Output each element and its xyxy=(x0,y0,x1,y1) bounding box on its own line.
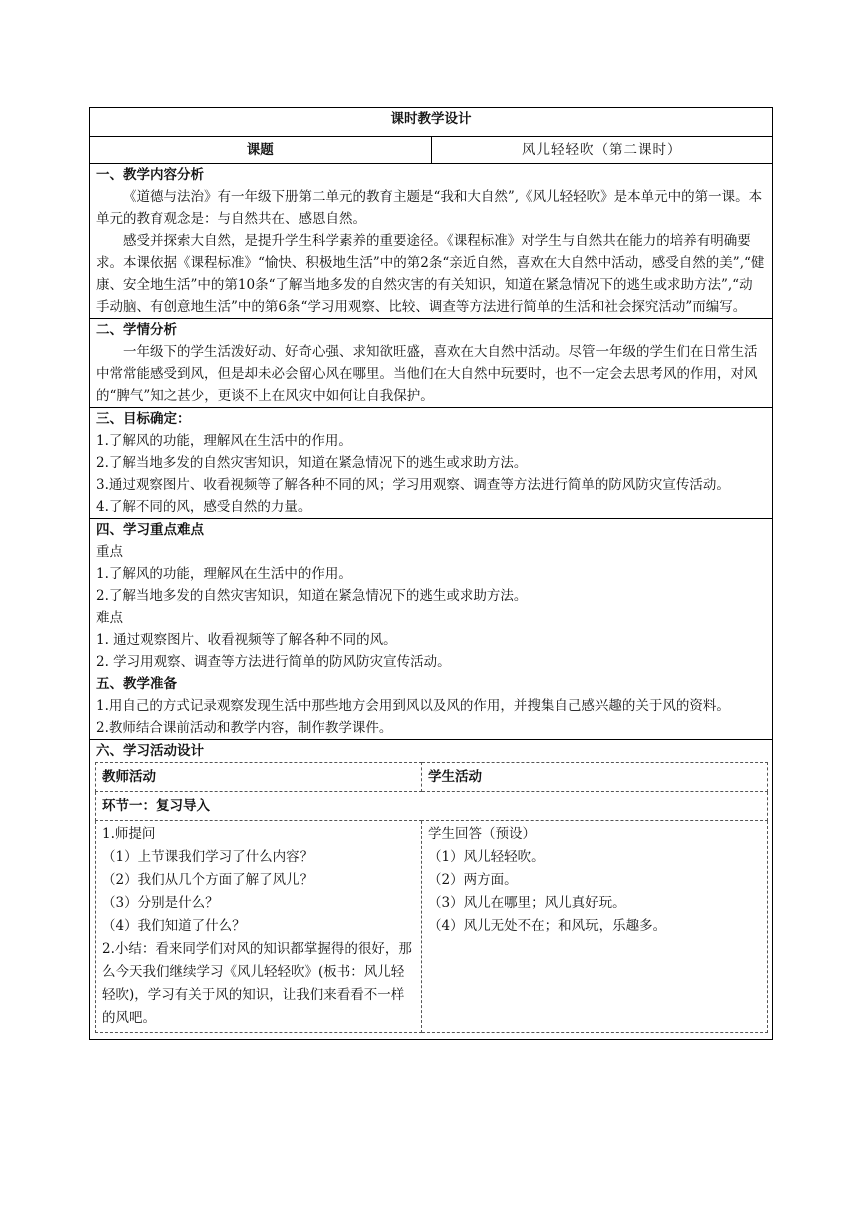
student-line: （1）风儿轻轻吹。 xyxy=(428,849,545,865)
teacher-column-header: 教师活动 xyxy=(96,763,422,792)
teacher-line: （4）我们知道了什么？ xyxy=(102,918,246,934)
goal-item: 4.了解不同的风，感受自然的力量。 xyxy=(96,499,312,515)
section-heading: 五、教学准备 xyxy=(96,676,177,692)
activity-table xyxy=(95,762,768,1033)
teacher-summary: 2.小结：看来同学们对风的知识都掌握得的很好，那么今天我们继续学习《风儿轻轻吹》(板书：风儿轻轻吹)，学习有关于风的知识，让我们来看看不一样的风吧。 xyxy=(102,941,412,1026)
student-column-header: 学生活动 xyxy=(422,763,768,792)
document-title: 课时教学设计 xyxy=(90,108,773,137)
teacher-line: （2）我们从几个方面了解了风儿？ xyxy=(102,872,314,888)
key-label: 重点 xyxy=(96,544,123,560)
section-student-analysis xyxy=(90,319,773,408)
teacher-line: （1）上节课我们学习了什么内容？ xyxy=(102,849,314,865)
section-goals xyxy=(90,408,773,519)
goal-item: 1.了解风的功能，理解风在生活中的作用。 xyxy=(96,433,352,449)
goal-item: 2.了解当地多发的自然灾害知识，知道在紧急情况下的逃生或求助方法。 xyxy=(96,455,528,471)
student-line: 学生回答（预设） xyxy=(428,826,536,842)
student-line: （3）风儿在哪里；风儿真好玩。 xyxy=(428,895,626,911)
section-heading: 二、学情分析 xyxy=(96,322,177,338)
paragraph: 一年级下的学生活泼好动、好奇心强、求知欲旺盛，喜欢在大自然中活动。尽管一年级的学生们在日常生活中常常能感受到风，但是却未必会留心风在哪里。当他们在大自然中玩要时，也不一定会去思考风的作用，对风的“脾气”知之甚少，更谈不上在风灾中如何让自我保护。 xyxy=(96,344,758,404)
preparation-item: 2.教师结合课前活动和教学内容，制作教学课件。 xyxy=(96,720,393,736)
stage-heading: 环节一：复习导入 xyxy=(96,792,768,821)
paragraph: 《道德与法治》有一年级下册第二单元的教育主题是“我和大自然”,《风儿轻轻吹》是本单元中的第一课。本单元的教育观念是：与自然共在、感恩自然。 xyxy=(96,189,763,227)
topic-value: 风儿轻轻吹（第二课时） xyxy=(431,137,773,164)
teacher-activity-cell xyxy=(96,821,422,1033)
student-line: （4）风儿无处不在；和风玩，乐趣多。 xyxy=(428,918,667,934)
teacher-line: 1.师提问 xyxy=(102,826,156,842)
difficulty-item: 1. 通过观察图片、收看视频等了解各种不同的风。 xyxy=(96,632,397,648)
key-item: 1.了解风的功能，理解风在生活中的作用。 xyxy=(96,566,352,582)
section-content-analysis xyxy=(90,164,773,319)
key-item: 2.了解当地多发的自然灾害知识，知道在紧急情况下的逃生或求助方法。 xyxy=(96,588,528,604)
student-activity-cell xyxy=(422,821,768,1033)
teacher-line: （3）分别是什么？ xyxy=(102,895,219,911)
section-heading: 一、教学内容分析 xyxy=(96,167,204,183)
difficulty-item: 2. 学习用观察、调查等方法进行简单的防风防灾宣传活动。 xyxy=(96,654,451,670)
goal-item: 3.通过观察图片、收看视频等了解各种不同的风；学习用观察、调查等方法进行简单的防风防灾宣传活动。 xyxy=(96,477,730,493)
student-line: （2）两方面。 xyxy=(428,872,518,888)
lesson-plan-document xyxy=(89,107,773,1040)
paragraph: 感受并探索大自然，是提升学生科学素养的重要途径。《课程标准》对学生与自然共在能力的培养有明确要求。本课依据《课程标准》“愉快、积极地生活”中的第2条“亲近自然，喜欢在大自然中活动，感受自然的美”,“健康、安全地生活”中的第10条“了解当地多发的自然灾害的有关知识，知道在紧急情况下的逃生或求助方法”,“动手动脑、有创意地生活”中的第6条“学习用观察、比较、调查等方法进行简单的生活和社会探究活动”而编写。 xyxy=(96,233,765,315)
preparation-item: 1.用自己的方式记录观察发现生活中那些地方会用到风以及风的作用，并搜集自己感兴趣的关于风的资料。 xyxy=(96,698,730,714)
lesson-plan-table xyxy=(89,107,773,1040)
section-activities xyxy=(90,740,773,1040)
section-heading: 六、学习活动设计 xyxy=(96,743,204,759)
topic-label: 课题 xyxy=(90,137,432,164)
section-key-points xyxy=(90,519,773,740)
section-heading: 三、目标确定： xyxy=(96,411,191,427)
difficulty-label: 难点 xyxy=(96,610,123,626)
section-heading: 四、学习重点难点 xyxy=(96,522,204,538)
